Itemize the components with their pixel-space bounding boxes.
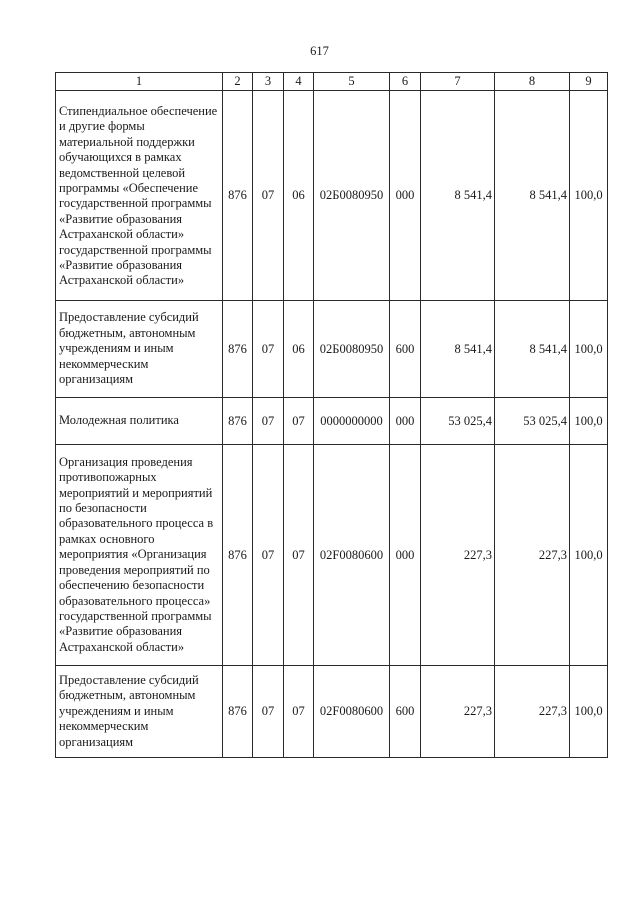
- section-code: 07: [253, 445, 284, 666]
- expense-type-code: 600: [390, 301, 421, 398]
- subsection-code: 07: [284, 445, 314, 666]
- execution-percent: 100,0: [570, 666, 608, 758]
- expense-type-code: 000: [390, 398, 421, 445]
- column-header: 9: [570, 73, 608, 91]
- target-article-code: 02Б0080950: [314, 301, 390, 398]
- column-header: 2: [223, 73, 253, 91]
- amount-executed: 53 025,4: [495, 398, 570, 445]
- column-header: 5: [314, 73, 390, 91]
- table-row: [56, 301, 608, 398]
- section-code: 07: [253, 398, 284, 445]
- amount-planned: 53 025,4: [421, 398, 495, 445]
- row-description: Организация проведения противопожарных мероприятий и мероприятий по безопасности образовательного процесса в рамках основного мероприятия «Организация проведения мероприятий по обеспечению безопасности образовательного процесса» государственной программы «Развитие образования Астраханской области»: [56, 445, 223, 666]
- target-article-code: 02F0080600: [314, 666, 390, 758]
- column-header: 6: [390, 73, 421, 91]
- execution-percent: 100,0: [570, 445, 608, 666]
- amount-executed: 227,3: [495, 666, 570, 758]
- page-number: 617: [310, 44, 329, 58]
- column-header: 4: [284, 73, 314, 91]
- subsection-code: 06: [284, 301, 314, 398]
- subsection-code: 06: [284, 91, 314, 301]
- amount-executed: 8 541,4: [495, 301, 570, 398]
- section-code: 07: [253, 91, 284, 301]
- expense-type-code: 000: [390, 445, 421, 666]
- column-header: 8: [495, 73, 570, 91]
- expense-type-code: 600: [390, 666, 421, 758]
- table-row: [56, 445, 608, 666]
- target-article-code: 02F0080600: [314, 445, 390, 666]
- subsection-code: 07: [284, 666, 314, 758]
- column-header: 3: [253, 73, 284, 91]
- row-description: Стипендиальное обеспечение и другие формы материальной поддержки обучающихся в рамках ведомственной целевой программы «Обеспечение государственной программы «Развитие образования Астраханской области» государственной программы «Развитие образования Астраханской области»: [56, 91, 223, 301]
- amount-executed: 227,3: [495, 445, 570, 666]
- amount-planned: 227,3: [421, 445, 495, 666]
- row-description: Предоставление субсидий бюджетным, автономным учреждениям и иным некоммерческим организациям: [56, 301, 223, 398]
- ministry-code: 876: [223, 666, 253, 758]
- target-article-code: 0000000000: [314, 398, 390, 445]
- execution-percent: 100,0: [570, 398, 608, 445]
- subsection-code: 07: [284, 398, 314, 445]
- row-description: Предоставление субсидий бюджетным, автономным учреждениям и иным некоммерческим организациям: [56, 666, 223, 758]
- column-header: 1: [56, 73, 223, 91]
- table-row: [56, 398, 608, 445]
- header-row: [56, 73, 608, 91]
- execution-percent: 100,0: [570, 301, 608, 398]
- row-description: Молодежная политика: [56, 398, 223, 445]
- ministry-code: 876: [223, 445, 253, 666]
- budget-table: [55, 72, 608, 758]
- amount-planned: 8 541,4: [421, 301, 495, 398]
- table-row: [56, 91, 608, 301]
- amount-planned: 227,3: [421, 666, 495, 758]
- ministry-code: 876: [223, 91, 253, 301]
- ministry-code: 876: [223, 301, 253, 398]
- section-code: 07: [253, 301, 284, 398]
- execution-percent: 100,0: [570, 91, 608, 301]
- section-code: 07: [253, 666, 284, 758]
- amount-executed: 8 541,4: [495, 91, 570, 301]
- column-header: 7: [421, 73, 495, 91]
- amount-planned: 8 541,4: [421, 91, 495, 301]
- table-row: [56, 666, 608, 758]
- ministry-code: 876: [223, 398, 253, 445]
- expense-type-code: 000: [390, 91, 421, 301]
- target-article-code: 02Б0080950: [314, 91, 390, 301]
